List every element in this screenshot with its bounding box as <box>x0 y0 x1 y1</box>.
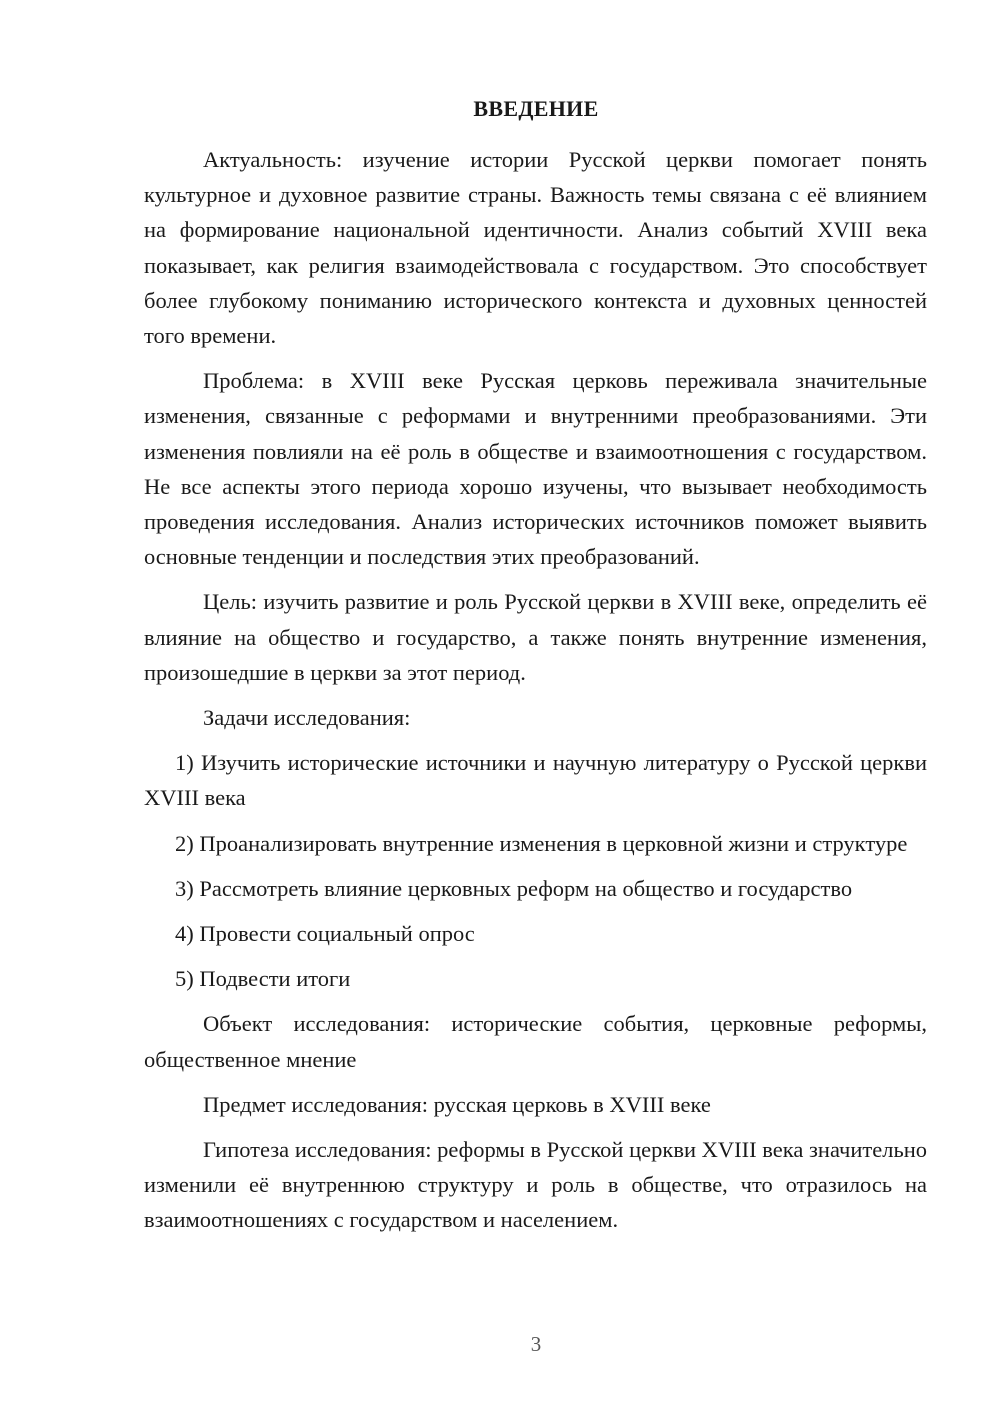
list-item: 2) Проанализировать внутренние изменения в церковной жизни и структуре <box>175 830 908 856</box>
paragraph-relevance: Актуальность: изучение истории Русской церкви помогает понять культурное и духовное развитие страны. Важность темы связана с её влиянием на формирование национальной идентичности. Анализ событий XVIII века показывает, как религия взаимодействовала с государством. Это способствует более глубокому пониманию исторического контекста и духовных ценностей того времени. <box>144 147 927 349</box>
list-item: 5) Подвести итоги <box>175 966 351 992</box>
paragraph-problem: Проблема: в XVIII веке Русская церковь переживала значительные изменения, связанные с реформами и внутренними преобразованиями. Эти изменения повлияли на её роль в обществе и взаимоотношения с государством. Не все аспекты этого периода хорошо изучены, что вызывает необходимость проведения исследования. Анализ исторических источников поможет выявить основные тенденции и последствия этих преобразований. <box>144 368 927 570</box>
paragraph-goal: Цель: изучить развитие и роль Русской церкви в XVIII веке, определить её влияние на общество и государство, а также понять внутренние изменения, произошедшие в церкви за этот период. <box>144 589 927 685</box>
list-item: 1) Изучить исторические источники и научную литературу о Русской церкви XVIII века <box>144 750 927 811</box>
page-title: ВВЕДЕНИЕ <box>473 96 599 121</box>
tasks-heading: Задачи исследования: <box>203 705 411 731</box>
document-body <box>144 142 927 1238</box>
list-item: 4) Провести социальный опрос <box>175 921 475 947</box>
paragraph-subject: Предмет исследования: русская церковь в XVIII веке <box>203 1091 711 1117</box>
paragraph-object: Объект исследования: исторические события, церковные реформы, общественное мнение <box>144 1011 927 1072</box>
paragraph-hypothesis: Гипотеза исследования: реформы в Русской церкви XVIII века значительно изменили её внутреннюю структуру и роль в обществе, что отразилось на взаимоотношениях с государством и населением. <box>144 1137 927 1233</box>
list-item: 3) Рассмотреть влияние церковных реформ на общество и государство <box>175 875 853 901</box>
page-number: 3 <box>530 1332 542 1356</box>
